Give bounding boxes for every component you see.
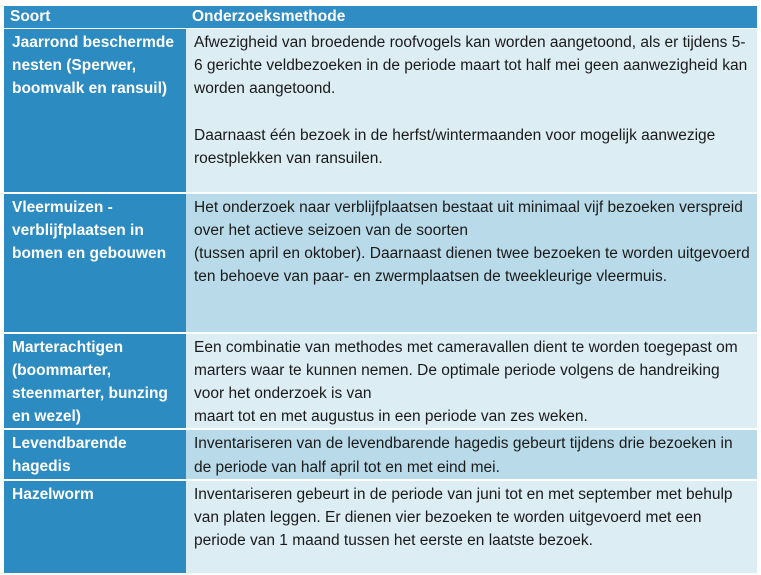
soort-cell: Marterachtigen (boommarter, steenmarter, bunzing en wezel)	[4, 333, 186, 430]
methode-text: (tussen april en oktober). Daarnaast dienen twee bezoeken te worden uitgevoerd ten behoeve van paar- en zwermplaatsen de tweekleurige vleermuis.	[194, 244, 750, 286]
methode-text: Inventariseren van de levendbarende hagedis gebeurt tijdens drie bezoeken in de periode van half april tot en met eind mei.	[194, 435, 733, 476]
methode-text: Een combinatie van methodes met cameravallen dient te worden toegepast om marters waar te kunnen nemen. De optimale periode volgens de handreiking voor het onderzoek is van	[194, 338, 738, 402]
table-row	[4, 480, 757, 574]
table-header-row	[4, 6, 757, 29]
header-onderzoeksmethode: Onderzoeksmethode	[186, 6, 757, 29]
methode-cell	[186, 29, 757, 193]
table-row	[4, 333, 757, 430]
table-row	[4, 429, 757, 479]
methode-cell	[186, 333, 757, 430]
methode-text: Afwezigheid van broedende roofvogels kan worden aangetoond, als er tijdens 5-6 gerichte veldbezoeken in de periode maart tot half mei geen aanwezigheid kan worden aangetoond.	[194, 34, 748, 98]
soort-cell: Jaarrond beschermde nesten (Sperwer, boomvalk en ransuil)	[4, 29, 186, 193]
soort-cell: Vleermuizen - verblijfplaatsen in bomen en gebouwen	[4, 193, 186, 333]
research-methods-table	[4, 6, 757, 575]
methode-text: Inventariseren gebeurt in de periode van juni tot en met september met behulp van platen leggen. Er dienen vier bezoeken te worden uitgevoerd met een periode van 1 maand tussen het eerste en laatste bezoek.	[194, 485, 733, 550]
methode-cell	[186, 480, 757, 574]
soort-cell: Levendbarende hagedis	[4, 429, 186, 479]
soort-cell: Hazelworm	[4, 480, 186, 574]
methode-cell	[186, 193, 757, 333]
table-row	[4, 29, 757, 193]
header-soort: Soort	[4, 6, 186, 29]
methode-cell	[186, 429, 757, 479]
methode-text: Het onderzoek naar verblijfplaatsen bestaat uit minimaal vijf bezoeken verspreid over het actieve seizoen van de soorten	[194, 198, 743, 239]
methode-text: Daarnaast één bezoek in de herfst/wintermaanden voor mogelijk aanwezige roestplekken van ransuilen.	[194, 126, 716, 167]
methode-text: maart tot en met augustus in een periode van zes weken.	[194, 408, 588, 426]
table-row	[4, 193, 757, 333]
